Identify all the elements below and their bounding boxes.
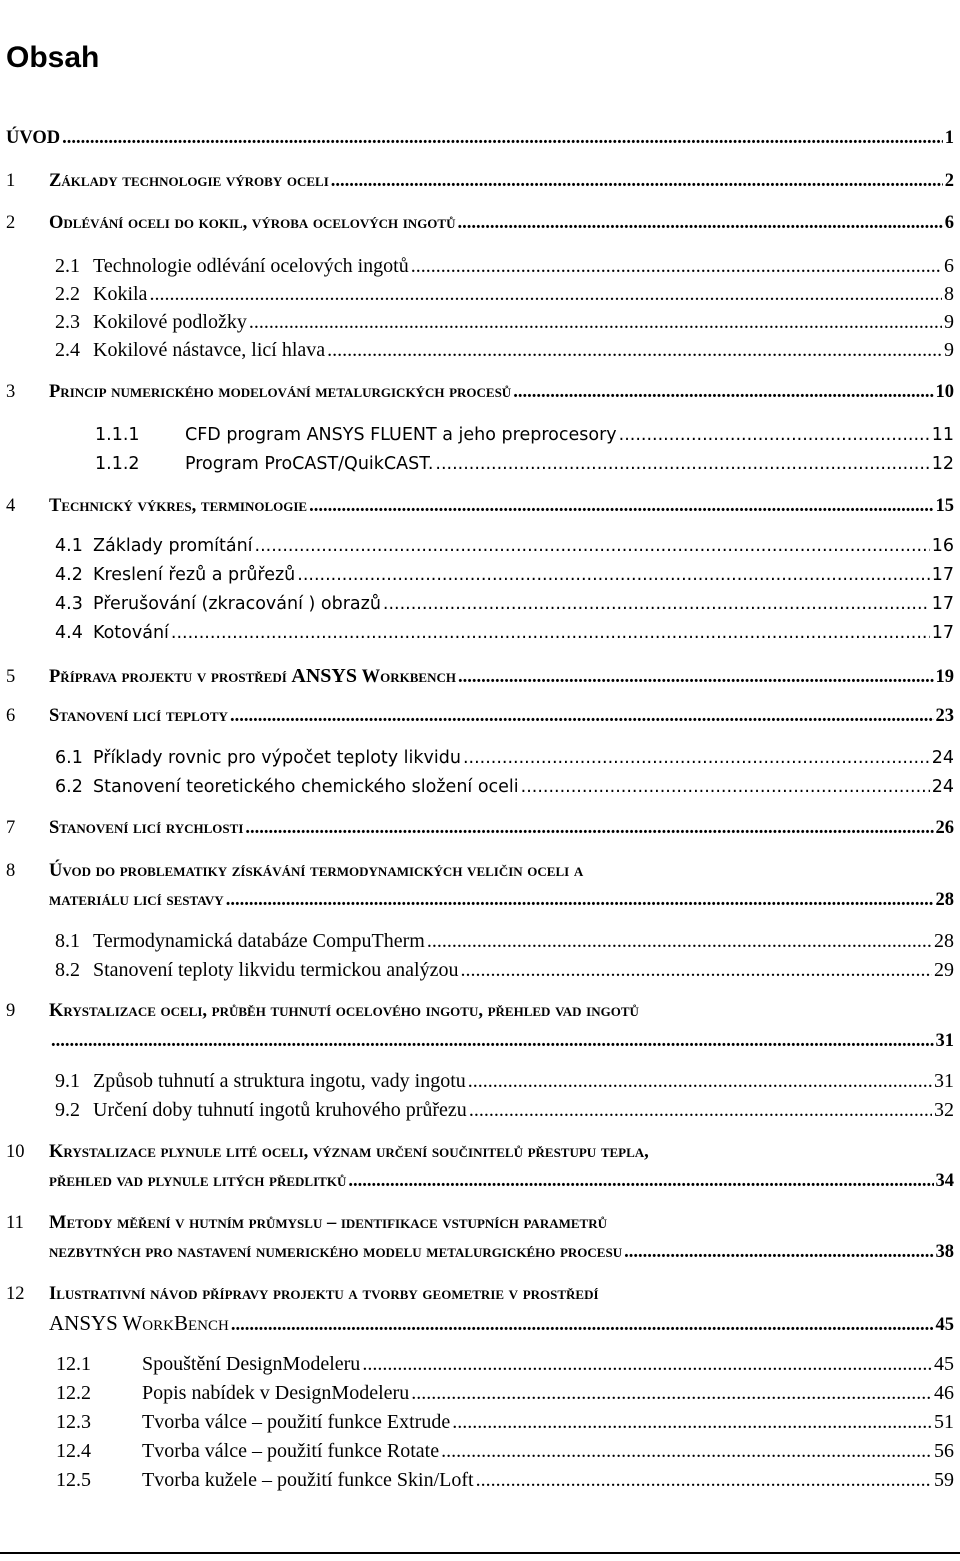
toc-entry-8[interactable] — [49, 888, 954, 912]
toc-number: 3 — [6, 382, 16, 402]
toc-number: 1.1.2 — [95, 454, 140, 474]
toc-page-number: 26 — [935, 818, 954, 838]
toc-leader — [51, 1029, 934, 1053]
toc-leader — [226, 888, 934, 912]
toc-title: Princip numerického modelování metalurgických procesů — [49, 382, 512, 402]
toc-title: CFD program ANSYS FLUENT a jeho preprocesory — [185, 425, 617, 445]
toc-entry-2[interactable] — [6, 211, 954, 235]
toc-leader — [331, 169, 943, 193]
toc-title: nezbytných pro nastavení numerického modelu metalurgického procesu — [49, 1242, 623, 1262]
toc-title: Kotování — [93, 623, 169, 643]
toc-title — [49, 664, 456, 689]
toc-leader — [255, 534, 930, 558]
toc-page-number: 24 — [931, 777, 954, 797]
toc-leader — [476, 1468, 932, 1492]
toc-title: Krystalizace plynule lité oceli, význam určení součinitelů přestupu tepla, — [49, 1142, 649, 1162]
toc-entry-10-line1[interactable] — [6, 1140, 649, 1164]
toc-leader — [427, 929, 932, 953]
toc-entry-9-line1[interactable] — [6, 999, 639, 1023]
toc-leader — [435, 452, 929, 476]
toc-number: 8.1 — [55, 930, 80, 952]
toc-entry-3[interactable] — [6, 380, 954, 404]
toc-leader — [441, 1439, 932, 1463]
toc-page-number: 8 — [944, 283, 954, 305]
toc-number: 12.5 — [56, 1469, 91, 1491]
toc-number: 2.3 — [55, 311, 80, 333]
toc-leader — [383, 592, 930, 616]
toc-number: 6.2 — [55, 777, 83, 797]
toc-number: 2.2 — [55, 283, 80, 305]
toc-title: Ilustrativní návod přípravy projektu a tvorby geometrie v prostředí — [49, 1284, 599, 1304]
toc-leader — [460, 958, 932, 982]
toc-entry-2-3[interactable] — [55, 310, 954, 334]
footer-rule — [0, 1552, 960, 1554]
toc-leader — [411, 254, 942, 278]
toc-title: Určení doby tuhnutí ingotů kruhového průřezu — [93, 1099, 467, 1121]
toc-entry-6[interactable] — [6, 704, 954, 728]
toc-entry-6-1[interactable] — [55, 746, 954, 770]
toc-title: Způsob tuhnutí a struktura ingotu, vady ingotu — [93, 1070, 466, 1092]
toc-leader — [171, 621, 930, 645]
toc-entry-9[interactable] — [49, 1029, 954, 1053]
toc-leader — [458, 665, 934, 689]
toc-entry-12-1[interactable] — [56, 1352, 954, 1376]
toc-leader — [309, 494, 933, 518]
toc-page-number: 2 — [944, 171, 954, 191]
toc-number: 12.3 — [56, 1411, 91, 1433]
toc-entry-2-2[interactable] — [55, 282, 954, 306]
toc-title-part: ANSYS — [291, 665, 357, 687]
toc-title: Tvorba válce – použití funkce Extrude — [142, 1411, 451, 1433]
toc-entry-11[interactable] — [49, 1240, 954, 1264]
toc-leader — [231, 1313, 934, 1337]
toc-leader — [469, 1098, 932, 1122]
toc-leader — [348, 1169, 933, 1193]
toc-page-number: 38 — [935, 1242, 954, 1262]
toc-number: 1.1.1 — [95, 425, 140, 445]
toc-number: 12.2 — [56, 1382, 91, 1404]
toc-title: Stanovení teploty likvidu termickou analýzou — [93, 959, 459, 981]
toc-leader — [297, 563, 929, 587]
toc-page-number: 17 — [931, 623, 954, 643]
toc-title: Kokila — [93, 283, 148, 305]
toc-entry-2-4[interactable] — [55, 338, 954, 362]
toc-title: Krystalizace oceli, průběh tuhnutí ocelového ingotu, přehled vad ingotů — [49, 1001, 639, 1021]
toc-number: 12.1 — [56, 1353, 91, 1375]
toc-title: Kokilové podložky — [93, 311, 247, 333]
toc-leader — [362, 1352, 932, 1376]
toc-page-number: 45 — [934, 1353, 954, 1375]
toc-page-number: 51 — [934, 1411, 954, 1433]
toc-title: Základy technologie výroby oceli — [49, 171, 329, 191]
toc-leader — [463, 746, 930, 770]
toc-entry-8-1[interactable] — [55, 929, 954, 953]
toc-page-number: 45 — [935, 1315, 954, 1335]
toc-title: Metody měření v hutním průmyslu – identifikace vstupních parametrů — [49, 1213, 607, 1233]
toc-number: 4.4 — [55, 623, 83, 643]
toc-number: 7 — [6, 818, 16, 838]
toc-entry-12-2[interactable] — [56, 1381, 954, 1405]
toc-title: Tvorba válce – použití funkce Rotate — [142, 1440, 440, 1462]
toc-leader — [468, 1069, 932, 1093]
toc-title-part: Workbench — [361, 667, 456, 687]
toc-number: 9 — [6, 1001, 16, 1021]
toc-page-number: 59 — [934, 1469, 954, 1491]
toc-entry-12-5[interactable] — [56, 1468, 954, 1492]
toc-number: 10 — [6, 1142, 25, 1162]
toc-number: 4.3 — [55, 594, 83, 614]
toc-title: přehled vad plynule litých předlitků — [49, 1171, 347, 1191]
toc-title: Stanovení teoretického chemického složení oceli — [93, 777, 519, 797]
toc-leader — [624, 1240, 933, 1264]
toc-leader — [245, 816, 933, 840]
toc-page-number: 17 — [931, 565, 954, 585]
toc-entry-9-2[interactable] — [55, 1098, 954, 1122]
toc-title: Technický výkres, terminologie — [49, 496, 308, 516]
toc-page-number: 11 — [931, 425, 954, 445]
toc-title: materiálu licí sestavy — [49, 890, 224, 910]
toc-title: Tvorba kužele – použití funkce Skin/Loft — [142, 1469, 474, 1491]
toc-leader — [452, 1410, 932, 1434]
toc-title: Kokilové nástavce, licí hlava — [93, 339, 326, 361]
toc-title: Odlévání oceli do kokil, výroba ocelových ingotů — [49, 213, 456, 233]
toc-number: 5 — [6, 667, 16, 687]
toc-page-number: 16 — [931, 536, 954, 556]
toc-entry-12-line1[interactable] — [6, 1282, 599, 1306]
toc-title: Stanovení licí teploty — [49, 706, 228, 726]
toc-page-number: 34 — [935, 1171, 954, 1191]
toc-title: Program ProCAST/QuikCAST. — [185, 454, 434, 474]
toc-leader — [149, 282, 942, 306]
toc-page-number: 12 — [931, 454, 954, 474]
toc-number: 2.1 — [55, 255, 80, 277]
toc-title: Úvod do problematiky získávání termodynamických veličin oceli a — [49, 861, 584, 881]
toc-entry-8-line1[interactable] — [6, 859, 583, 883]
toc-title: Stanovení licí rychlosti — [49, 818, 244, 838]
toc-title: Přerušování (zkracování ) obrazů — [93, 594, 381, 614]
toc-page-number: 9 — [944, 311, 954, 333]
toc-page-number: 32 — [934, 1099, 954, 1121]
toc-page-number: 17 — [931, 594, 954, 614]
toc-page-number: 19 — [935, 667, 954, 687]
toc-title-part: WorkBench — [122, 1311, 229, 1335]
toc-entry-4-4[interactable] — [55, 621, 954, 645]
toc-leader — [521, 775, 930, 799]
toc-entry-1[interactable] — [6, 169, 954, 193]
toc-entry-1-1-1[interactable] — [95, 423, 954, 447]
toc-leader — [62, 126, 943, 150]
toc-entry-4-1[interactable] — [55, 534, 954, 558]
toc-page-number: 10 — [935, 382, 954, 402]
toc-number: 6.1 — [55, 748, 83, 768]
toc-entry-2-1[interactable] — [55, 254, 954, 278]
toc-page-number: 6 — [944, 213, 954, 233]
toc-number: 4.1 — [55, 536, 83, 556]
toc-title: Popis nabídek v DesignModeleru — [142, 1382, 410, 1404]
toc-number: 12 — [6, 1284, 25, 1304]
toc-number: 6 — [6, 706, 16, 726]
toc-leader — [230, 704, 934, 728]
toc-number: 8 — [6, 861, 16, 881]
toc-entry-11-line1[interactable] — [6, 1211, 607, 1235]
toc-title: Základy promítání — [93, 536, 253, 556]
toc-entry-1-1-2[interactable] — [95, 452, 954, 476]
toc-page-number: 9 — [944, 339, 954, 361]
toc-title — [49, 1311, 229, 1337]
page-title: Obsah — [6, 41, 100, 74]
toc-title: Příklady rovnic pro výpočet teploty likvidu — [93, 748, 461, 768]
toc-number: 4 — [6, 496, 16, 516]
toc-title: ÚVOD — [6, 128, 61, 148]
toc-page-number: 1 — [944, 128, 954, 148]
toc-entry-12[interactable] — [49, 1311, 954, 1335]
toc-page-number: 23 — [935, 706, 954, 726]
toc-page-number: 31 — [934, 1070, 954, 1092]
toc-entry-6-2[interactable] — [55, 775, 954, 799]
toc-page-number: 56 — [934, 1440, 954, 1462]
toc-entry-8-2[interactable] — [55, 958, 954, 982]
toc-number: 4.2 — [55, 565, 83, 585]
toc-leader — [513, 380, 933, 404]
toc-number: 11 — [6, 1213, 24, 1233]
toc-leader — [619, 423, 930, 447]
toc-page-number: 28 — [935, 890, 954, 910]
toc-entry-10[interactable] — [49, 1169, 954, 1193]
toc-page-number: 6 — [944, 255, 954, 277]
toc-title-part: ANSYS — [49, 1311, 118, 1335]
toc-title: Spouštění DesignModeleru — [142, 1353, 361, 1375]
toc-number: 1 — [6, 171, 16, 191]
toc-page-number: 46 — [934, 1382, 954, 1404]
toc-page-number: 28 — [934, 930, 954, 952]
toc-entry-uvod[interactable] — [6, 126, 954, 150]
toc-page-number: 24 — [931, 748, 954, 768]
toc-entry-7[interactable] — [6, 816, 954, 840]
toc-title: Technologie odlévání ocelových ingotů — [93, 255, 409, 277]
toc-leader — [327, 338, 942, 362]
toc-number: 8.2 — [55, 959, 80, 981]
toc-title: Kreslení řezů a průřezů — [93, 565, 296, 585]
toc-number: 2.4 — [55, 339, 80, 361]
toc-page-number: 31 — [935, 1031, 954, 1051]
toc-entry-4-2[interactable] — [55, 563, 954, 587]
toc-leader — [249, 310, 942, 334]
toc-leader — [411, 1381, 932, 1405]
toc-number: 9.2 — [55, 1099, 80, 1121]
toc-number: 9.1 — [55, 1070, 80, 1092]
toc-title-part: Příprava projektu v prostředí — [49, 667, 287, 687]
toc-entry-9-1[interactable] — [55, 1069, 954, 1093]
toc-leader — [457, 211, 942, 235]
toc-number: 2 — [6, 213, 16, 233]
toc-number: 12.4 — [56, 1440, 91, 1462]
toc-entry-12-4[interactable] — [56, 1439, 954, 1463]
toc-entry-5[interactable] — [6, 664, 954, 688]
toc-entry-4-3[interactable] — [55, 592, 954, 616]
toc-page-number: 29 — [934, 959, 954, 981]
toc-title: Termodynamická databáze CompuTherm — [93, 930, 425, 952]
toc-entry-12-3[interactable] — [56, 1410, 954, 1434]
toc-page-number: 15 — [935, 496, 954, 516]
toc-entry-4[interactable] — [6, 494, 954, 518]
